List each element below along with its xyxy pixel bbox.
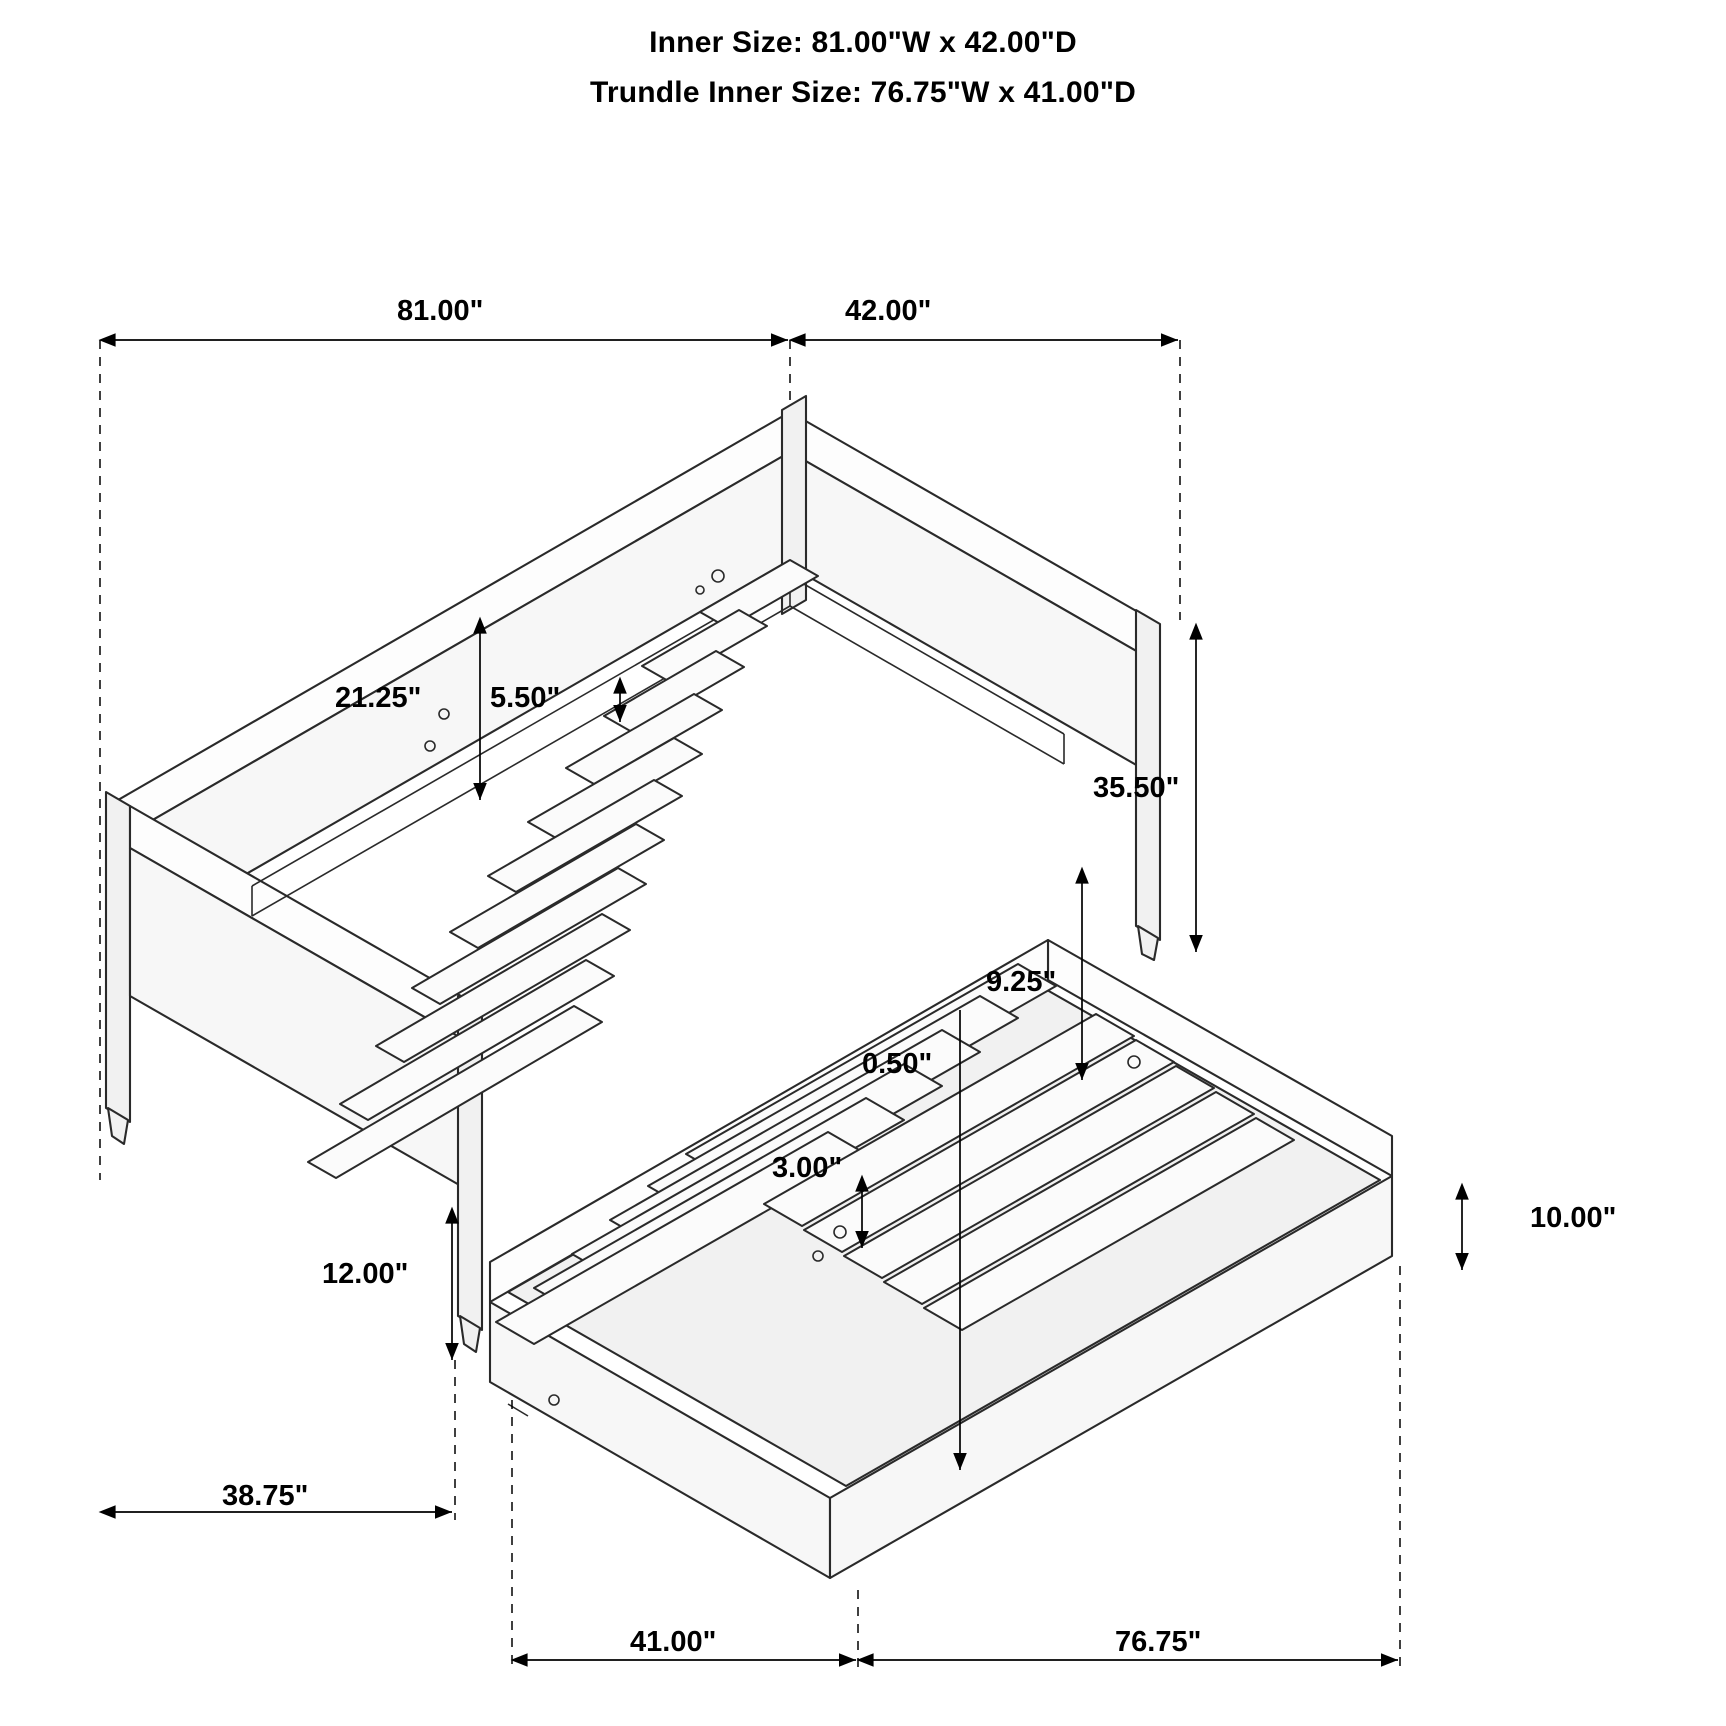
dim-trundle-clearance: 3.00" — [772, 1152, 843, 1184]
trundle-unit — [490, 940, 1392, 1578]
daybed-front-panel-left — [130, 806, 468, 1190]
inner-size-title: Inner Size: 81.00"W x 42.00"D — [649, 26, 1077, 59]
dim-overall-width: 81.00" — [397, 295, 484, 327]
dim-post-height: 35.50" — [1093, 772, 1180, 804]
trundle-inner-size-title: Trundle Inner Size: 76.75"W x 41.00"D — [589, 76, 1137, 109]
dim-trundle-width: 76.75" — [1115, 1626, 1202, 1658]
dim-slat-thickness: 0.50" — [862, 1048, 933, 1080]
dim-base-depth: 38.75" — [222, 1480, 309, 1512]
corner-post-left — [106, 792, 130, 1144]
dim-overall-depth: 42.00" — [845, 295, 932, 327]
dim-trundle-depth: 41.00" — [630, 1626, 717, 1658]
dim-rail-width: 5.50" — [490, 682, 561, 714]
dim-deck-height: 9.25" — [986, 966, 1057, 998]
dim-leg-height: 12.00" — [322, 1258, 409, 1290]
daybed-side-panel-right — [790, 412, 1145, 770]
dim-trundle-height: 10.00" — [1530, 1202, 1617, 1234]
dim-headboard-height: 21.25" — [335, 682, 422, 714]
